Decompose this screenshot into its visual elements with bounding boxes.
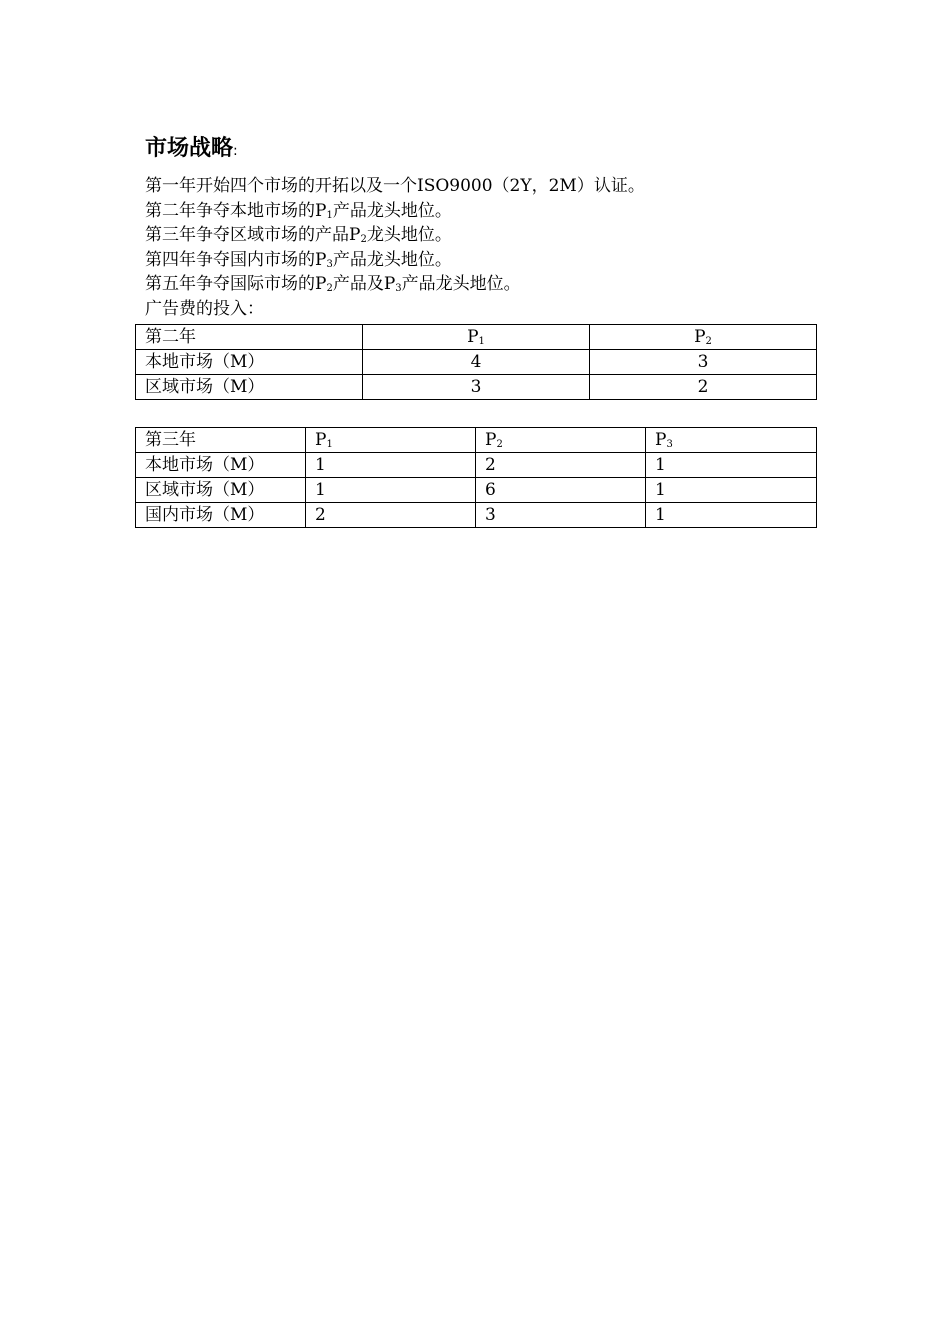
table-row [136,478,817,503]
paragraph-year3-text-a: 第三年争夺区域市场的产品P [145,225,361,245]
paragraph-year4-text-a: 第四年争夺国内市场的P [145,249,327,270]
table-header-row [136,325,817,350]
paragraph-year1-text: 第一年开始四个市场的开拓以及一个ISO9000（2Y，2M）认证。 [145,176,645,196]
table-row [136,375,817,400]
paragraph-ad-spend [145,297,825,322]
paragraph-year5-subscript-1: 2 [326,283,333,294]
paragraph-year1 [145,174,825,199]
paragraph-year5 [145,272,825,297]
paragraph-year2-text-a: 第二年争夺本地市场的P [145,200,327,221]
table-row [136,453,817,478]
paragraph-year3 [145,223,825,248]
header-subscript: 3 [666,439,673,450]
table-header-p3 [646,428,817,453]
table-row [136,503,817,528]
section-heading [145,134,238,166]
header-subscript: 1 [326,439,333,450]
row-label: 区域市场（M） [136,375,363,400]
header-letter: P [467,327,479,347]
strategy-paragraphs [145,174,825,321]
table-cell: 2 [306,503,476,528]
table-header-label: 第三年 [136,428,306,453]
table-cell: 1 [646,478,817,503]
paragraph-year5-text-c: 产品龙头地位。 [401,274,521,294]
paragraph-year2-text-b: 产品龙头地位。 [332,200,452,221]
header-letter: P [655,430,667,450]
table-year3 [135,427,817,528]
paragraph-year5-text-b: 产品及P [332,274,396,294]
header-subscript: 2 [496,439,503,450]
header-letter: P [315,430,327,450]
header-subscript: 1 [478,336,485,347]
paragraph-year4-text-b: 产品龙头地位。 [332,249,452,270]
table-cell: 2 [476,453,646,478]
paragraph-year4-subscript: 3 [326,258,333,270]
row-label: 国内市场（M） [136,503,306,528]
table-header-p1 [363,325,590,350]
paragraph-year2-subscript: 1 [326,209,333,221]
table-header-p2 [476,428,646,453]
heading-title: 市场战略 [145,136,234,161]
table-header-p1 [306,428,476,453]
paragraph-year2 [145,199,825,224]
paragraph-year5-text-a: 第五年争夺国际市场的P [145,274,327,294]
table-cell: 3 [590,350,817,375]
header-letter: P [485,430,497,450]
table-header-p2 [590,325,817,350]
table-cell: 6 [476,478,646,503]
header-letter: P [694,327,706,347]
heading-colon: : [233,143,238,159]
paragraph-year4 [145,248,825,273]
paragraph-ad-spend-text: 广告费的投入： [145,298,264,319]
table-cell: 4 [363,350,590,375]
paragraph-year5-subscript-2: 3 [395,283,402,294]
paragraph-year3-subscript: 2 [360,234,367,245]
table-header-label: 第二年 [136,325,363,350]
table-row [136,350,817,375]
paragraph-year3-text-b: 龙头地位。 [366,225,452,245]
table-cell: 1 [306,453,476,478]
table-header-row [136,428,817,453]
row-label: 区域市场（M） [136,478,306,503]
table-cell: 1 [646,503,817,528]
table-cell: 1 [646,453,817,478]
row-label: 本地市场（M） [136,350,363,375]
table-cell: 2 [590,375,817,400]
table-cell: 3 [476,503,646,528]
table-cell: 3 [363,375,590,400]
row-label: 本地市场（M） [136,453,306,478]
table-cell: 1 [306,478,476,503]
header-subscript: 2 [705,336,712,347]
table-year2 [135,324,817,400]
